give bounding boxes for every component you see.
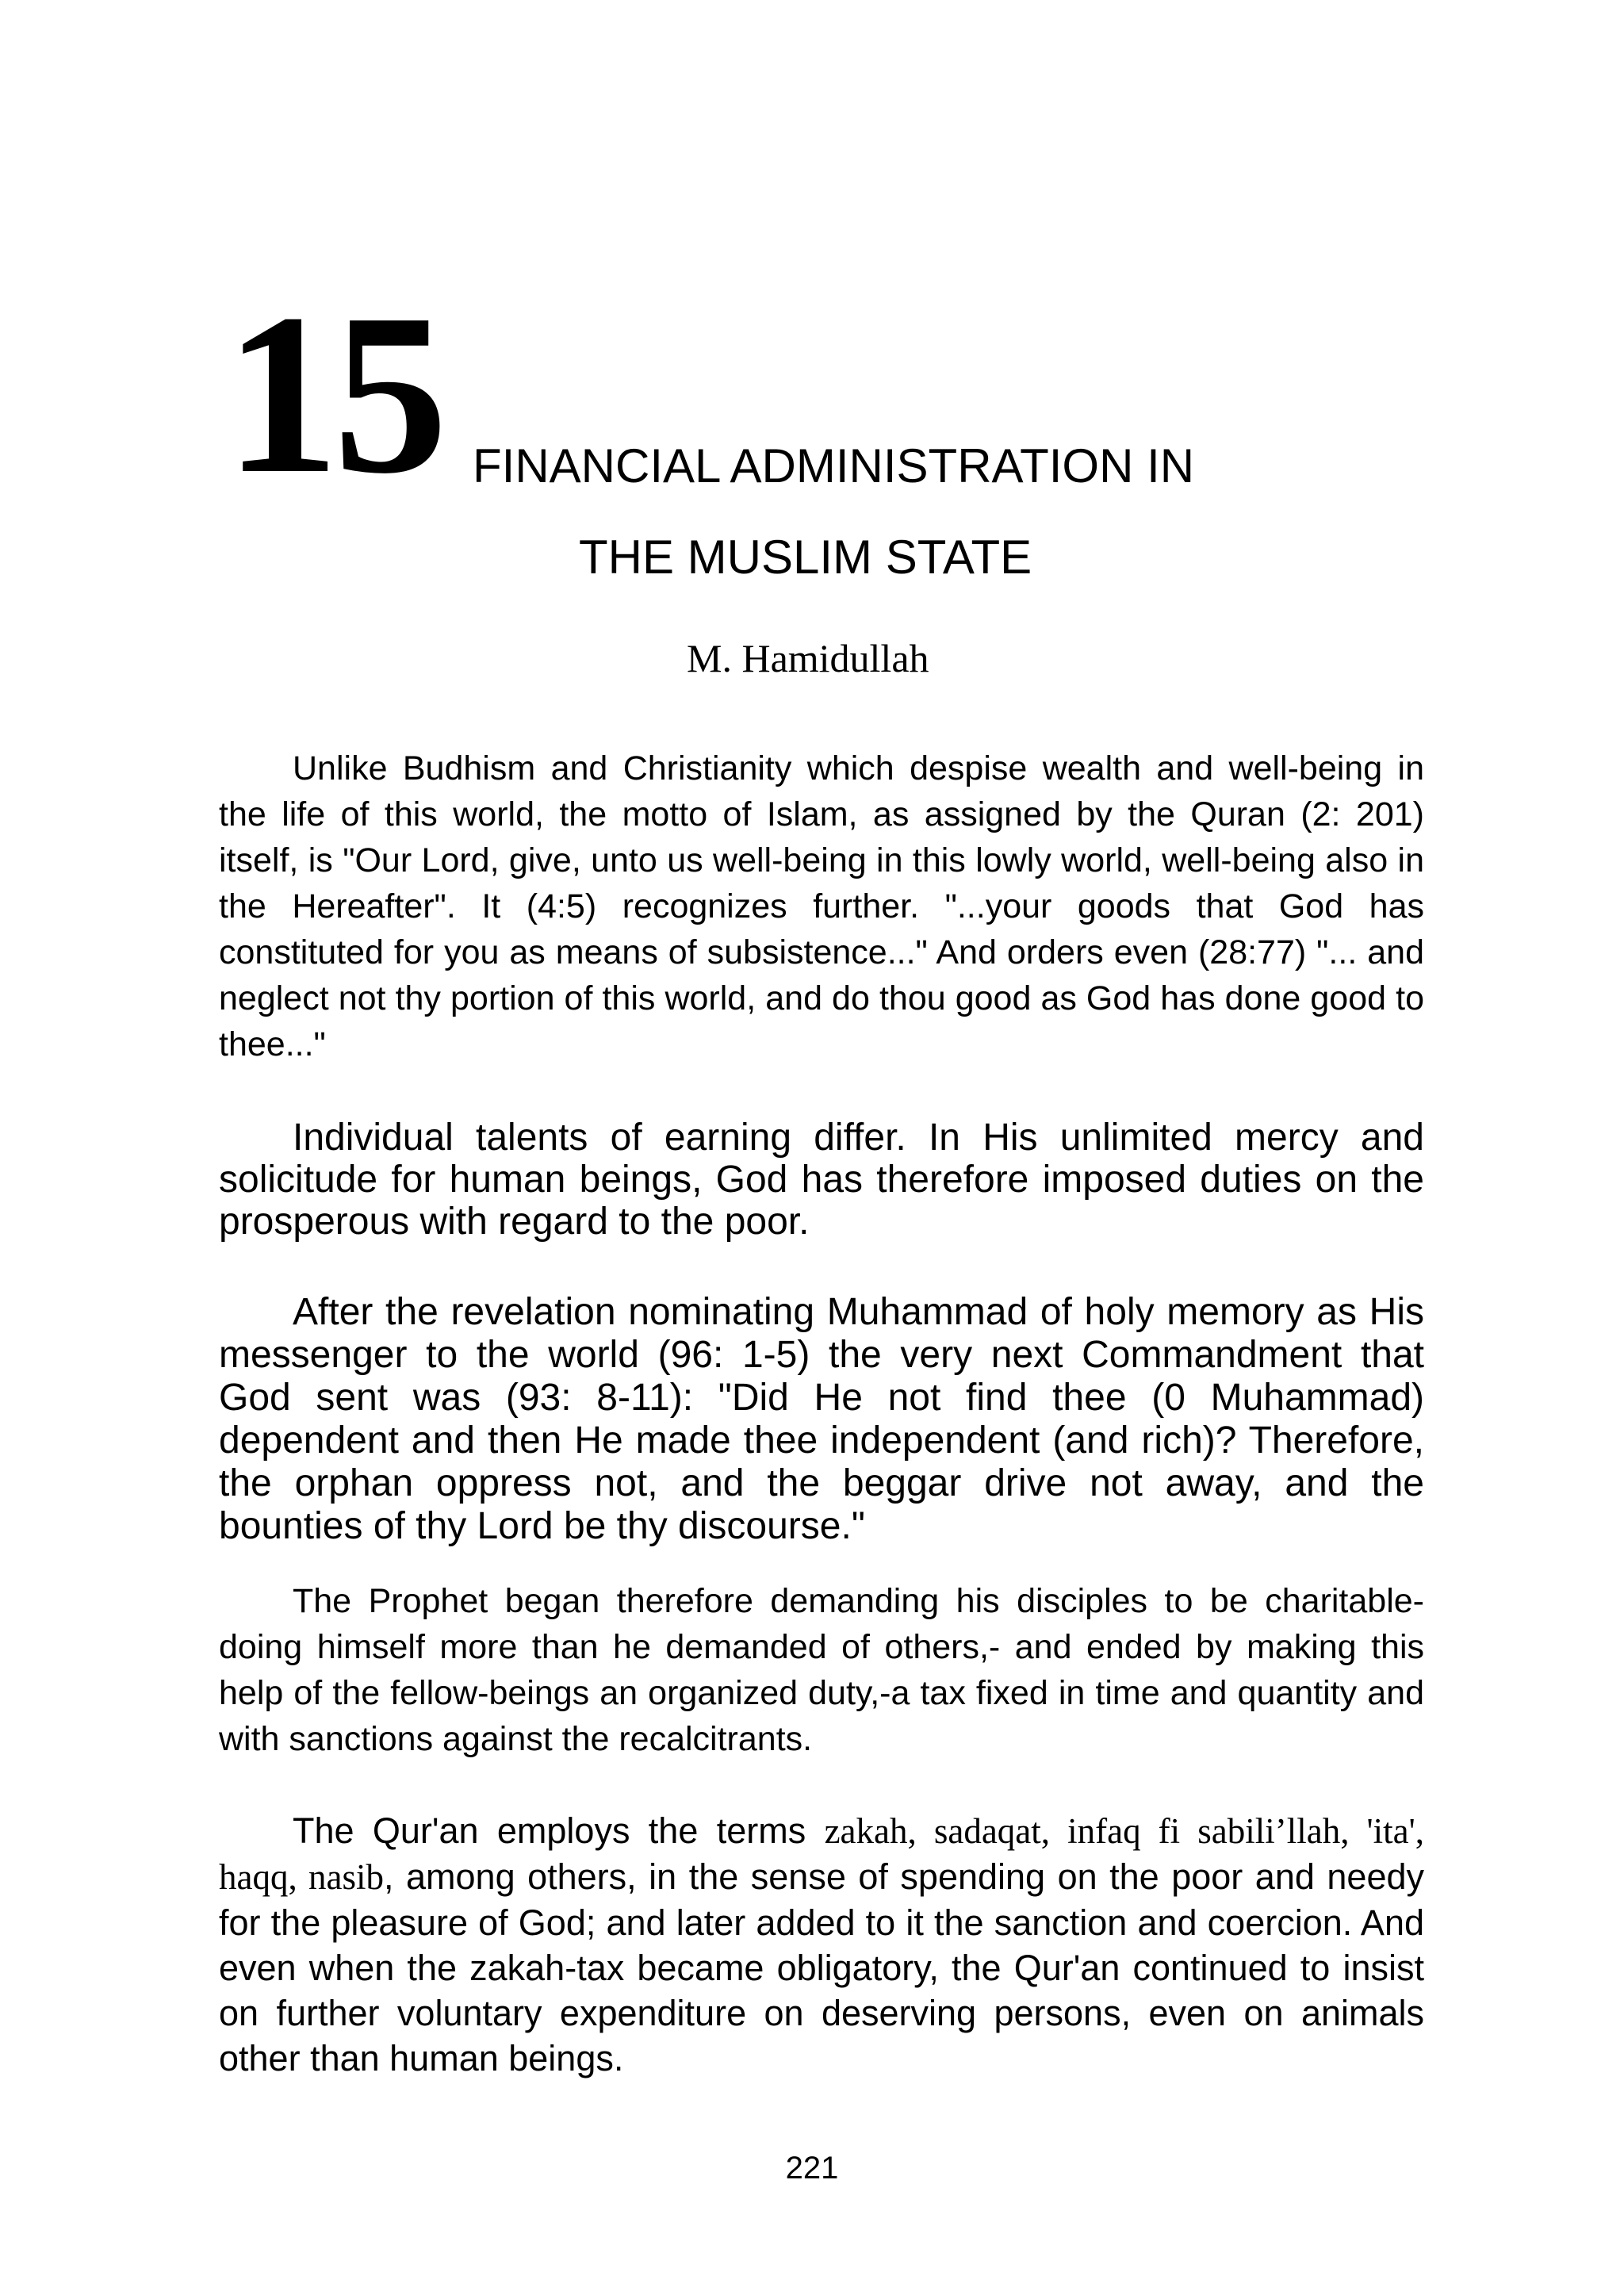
paragraph-3: After the revelation nominating Muhammad of holy memory as His messenger to the world (96: 1-5) the very next Commandment that God sent was (93: 8-11): "Did He not find thee (0 Muhammad) dependent and then He made thee independent (and rich)? Therefore, the orphan oppress not, and the beggar drive not away, and the bounties of thy Lord be thy discourse." xyxy=(219,1291,1424,1547)
paragraph-1: Unlike Budhism and Christianity which despise wealth and well-being in the life of this world, the motto of Islam, as assigned by the Quran (2: 201) itself, is "Our Lord, give, unto us well-being in this lowly world, well-being also in the Hereafter". It (4:5) recognizes further. "...your goods that God has constituted for you as means of subsistence..." And orders even (28:77) "... and neglect not thy portion of this world, and do thou good as God has done good to thee..." xyxy=(219,749,1424,1063)
paragraph-5-terms: zakah, sadaqat, infaq fi sabili’llah, 'ita', haqq, nasib xyxy=(219,1811,1424,1897)
paragraph-5 xyxy=(219,1808,1424,2081)
chapter-title-line1: FINANCIAL ADMINISTRATION IN xyxy=(473,439,1195,492)
chapter-number: 15 xyxy=(224,266,442,521)
chapter-title-line2: THE MUSLIM STATE xyxy=(579,531,1032,584)
author-name: M. Hamidullah xyxy=(687,636,929,680)
paragraph-2: Individual talents of earning differ. In His unlimited mercy and solicitude for human beings, God has therefore imposed duties on the prosperous with regard to the poor. xyxy=(219,1117,1424,1243)
paragraph-5-rest: , among others, in the sense of spending on the poor and needy for the pleasure of God; and later added to it the sanction and coercion. And even when the zakah-tax became obligatory, the Qur'an continued to insist on further voluntary expenditure on deserving persons, even on animals other than human beings. xyxy=(219,1856,1424,2078)
paragraph-4: The Prophet began therefore demanding his disciples to be charitable-doing himself more than he demanded of others,- and ended by making this help of the fellow-beings an organized duty,-a tax fixed in time and quantity and with sanctions against the recalcitrants. xyxy=(219,1582,1424,1758)
chapter-title xyxy=(473,420,1281,603)
paragraph-5-intro: The Qur'an employs the terms xyxy=(293,1810,825,1851)
page-number: 221 xyxy=(785,2151,839,2186)
